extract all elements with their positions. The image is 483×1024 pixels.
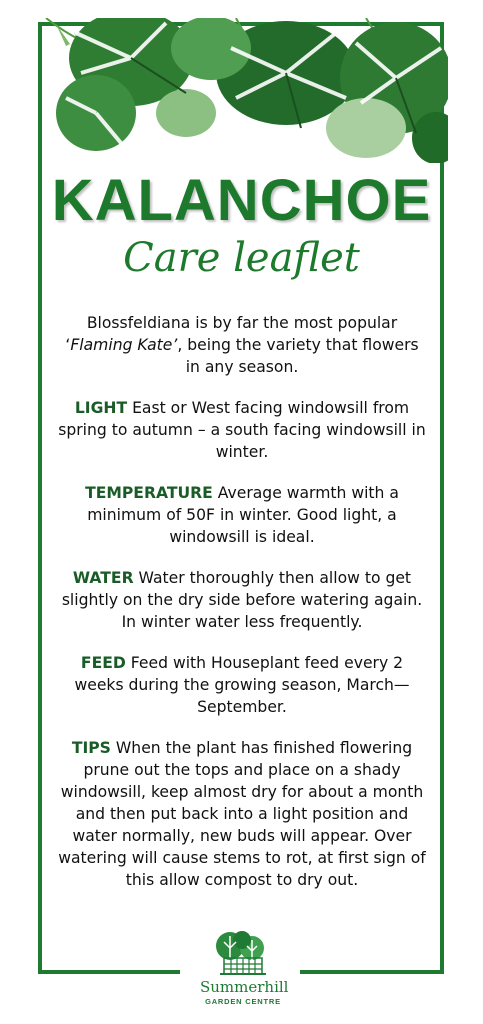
section-text: When the plant has finished flowering prune out the tops and place on a shady windowsill, keep almost dry for about a month and then put back into a light position and water normally, new buds will appear. Over watering will cause stems to rot, at first sign of this allow compost to dry out. [58, 739, 426, 889]
page-title: KALANCHOE [51, 168, 432, 233]
summerhill-logo [200, 928, 289, 1020]
section-heading: FEED [80, 654, 126, 672]
logo-name: Summerhill [200, 978, 289, 996]
section-temperature [58, 482, 426, 548]
tropical-leaves-icon [36, 18, 448, 163]
section-text: East or West facing windowsill from spring to autumn – a south facing windowsill in winter. [58, 399, 426, 461]
section-water [58, 567, 426, 633]
section-light [58, 397, 426, 463]
section-text: Average warmth with a minimum of 50F in winter. Good light, a windowsill is ideal. [87, 484, 399, 546]
care-content [58, 312, 426, 910]
page-subtitle: Care leaflet [123, 235, 360, 281]
logo-subtitle: GARDEN CENTRE [205, 997, 281, 1006]
intro-paragraph: Blossfeldiana is by far the most popular ‘Flaming Kate’, being the variety that flowers in any season. [65, 314, 419, 376]
section-heading: LIGHT [74, 399, 128, 417]
section-heading: WATER [72, 569, 134, 587]
section-tips [58, 737, 426, 891]
section-heading: TIPS [71, 739, 111, 757]
trees-greenhouse-icon [200, 928, 286, 978]
section-heading: TEMPERATURE [85, 484, 213, 502]
section-text: Water thoroughly then allow to get slightly on the dry side before watering again. In winter water less frequently. [61, 569, 423, 631]
section-feed [58, 652, 426, 718]
section-text: Feed with Houseplant feed every 2 weeks during the growing season, March—September. [74, 654, 410, 716]
